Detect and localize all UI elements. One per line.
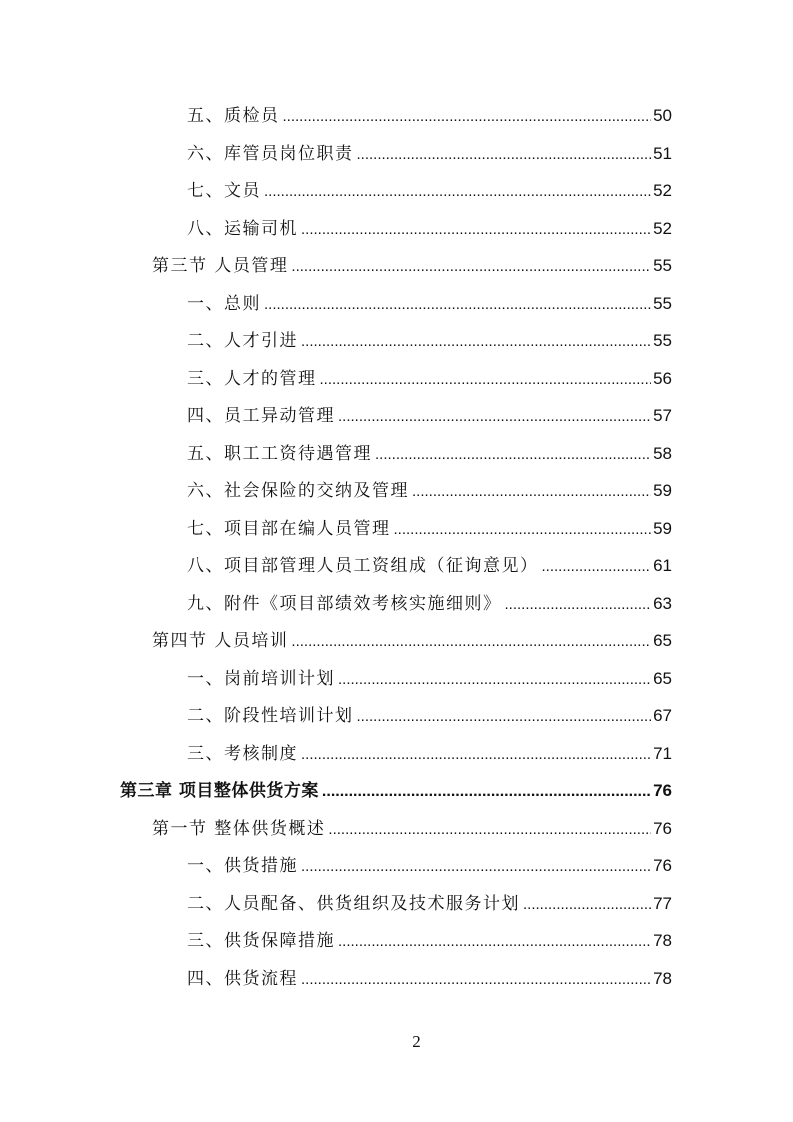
toc-section-entry[interactable] [152,626,672,656]
toc-entry-title: 七、项目部在编人员管理 [187,518,391,539]
toc-dot-leader [338,665,651,695]
toc-dot-leader [338,402,651,432]
toc-dot-leader [357,702,652,732]
toc-dot-leader [412,477,651,507]
toc-section-entry[interactable] [152,251,672,281]
toc-dot-leader [291,627,651,657]
toc-entry-page: 56 [653,368,672,388]
toc-dot-leader [523,890,651,920]
toc-entry-page: 78 [653,931,672,950]
toc-entry-page: 63 [653,593,672,613]
toc-dot-leader [301,965,651,995]
toc-entry[interactable] [187,326,672,356]
toc-dot-leader [328,815,651,845]
toc-entry-page: 51 [653,143,672,163]
toc-entry-title: 五、质检员 [187,106,280,126]
toc-dot-leader [320,365,652,395]
toc-entry[interactable] [187,701,672,731]
toc-dot-leader [301,740,651,770]
toc-dot-leader [301,327,651,357]
toc-entry-page: 55 [653,331,672,350]
toc-entry[interactable] [187,289,672,319]
toc-entry[interactable] [187,514,672,544]
toc-entry-page: 78 [653,968,672,988]
toc-entry-page: 71 [653,743,672,763]
toc-entry[interactable] [187,551,672,581]
toc-entry-title: 三、考核制度 [187,743,298,764]
toc-entry-page: 52 [653,218,672,238]
toc-dot-leader [264,177,651,207]
toc-entry[interactable] [187,964,672,994]
toc-dot-leader [264,290,651,320]
toc-dot-leader [322,777,651,807]
toc-dot-leader [394,515,652,545]
toc-dot-leader [357,140,652,170]
toc-entry-title: 一、总则 [187,293,261,314]
toc-entry-page: 67 [653,706,672,725]
toc-entry[interactable] [187,476,672,506]
toc-entry[interactable] [187,664,672,694]
toc-entry[interactable] [187,851,672,881]
toc-entry[interactable] [187,889,672,919]
toc-entry-page: 77 [653,893,672,913]
toc-entry-page: 59 [653,518,672,538]
toc-chapter-entry[interactable] [120,776,672,806]
toc-entry-title: 三、人才的管理 [187,368,317,389]
toc-entry-title: 五、职工工资待遇管理 [187,443,372,464]
toc-entry-title: 七、文员 [187,181,261,201]
toc-entry-title: 四、员工异动管理 [187,406,335,426]
toc-entry-title: 九、附件《项目部绩效考核实施细则》 [187,593,502,614]
toc-entry-title: 八、运输司机 [187,218,298,239]
toc-section-entry[interactable] [152,814,672,844]
toc-dot-leader [542,552,652,582]
toc-dot-leader [301,215,651,245]
toc-entry-page: 57 [653,406,672,425]
toc-entry-title: 一、岗前培训计划 [187,668,335,689]
toc-dot-leader [291,252,651,282]
toc-entry-title: 第三章 项目整体供货方案 [120,781,319,801]
toc-entry-title: 三、供货保障措施 [187,931,335,951]
toc-entry[interactable] [187,364,672,394]
toc-entry-page: 58 [653,443,672,463]
toc-entry-page: 65 [653,668,672,688]
toc-entry-page: 76 [653,856,672,875]
toc-entry-title: 第四节 人员培训 [152,631,289,651]
toc-entry-title: 二、阶段性培训计划 [187,706,354,726]
toc-entry[interactable] [187,739,672,769]
toc-dot-leader [301,852,651,882]
toc-entry-page: 52 [653,181,672,200]
toc-entry-page: 76 [653,781,672,800]
toc-dot-leader [375,440,651,470]
toc-entry-title: 六、社会保险的交纳及管理 [187,481,409,501]
toc-entry-page: 61 [653,556,672,575]
toc-entry-title: 第三节 人员管理 [152,256,289,276]
toc-entry-title: 一、供货措施 [187,856,298,876]
toc-entry-title: 二、人才引进 [187,331,298,351]
toc-entry-page: 59 [653,481,672,500]
toc-entry[interactable] [187,589,672,619]
toc-entry[interactable] [187,101,672,131]
toc-entry[interactable] [187,214,672,244]
toc-entry[interactable] [187,401,672,431]
toc-entry[interactable] [187,439,672,469]
toc-dot-leader [283,102,652,132]
toc-entry-title: 第一节 整体供货概述 [152,818,326,839]
toc-entry-page: 65 [653,631,672,650]
toc-entry-title: 四、供货流程 [187,968,298,989]
toc-entry-page: 55 [653,293,672,313]
toc-entry-title: 二、人员配备、供货组织及技术服务计划 [187,893,520,914]
toc-dot-leader [338,927,651,957]
toc-dot-leader [505,590,652,620]
toc-entry-page: 55 [653,256,672,275]
toc-entry-title: 八、项目部管理人员工资组成（征询意见） [187,556,539,576]
toc-entry[interactable] [187,926,672,956]
toc-entry[interactable] [187,176,672,206]
toc-entry-title: 六、库管员岗位职责 [187,143,354,164]
toc-entry[interactable] [187,139,672,169]
toc-entry-page: 50 [653,106,672,125]
toc-entry-page: 76 [653,818,672,838]
page-number: 2 [412,1032,421,1051]
